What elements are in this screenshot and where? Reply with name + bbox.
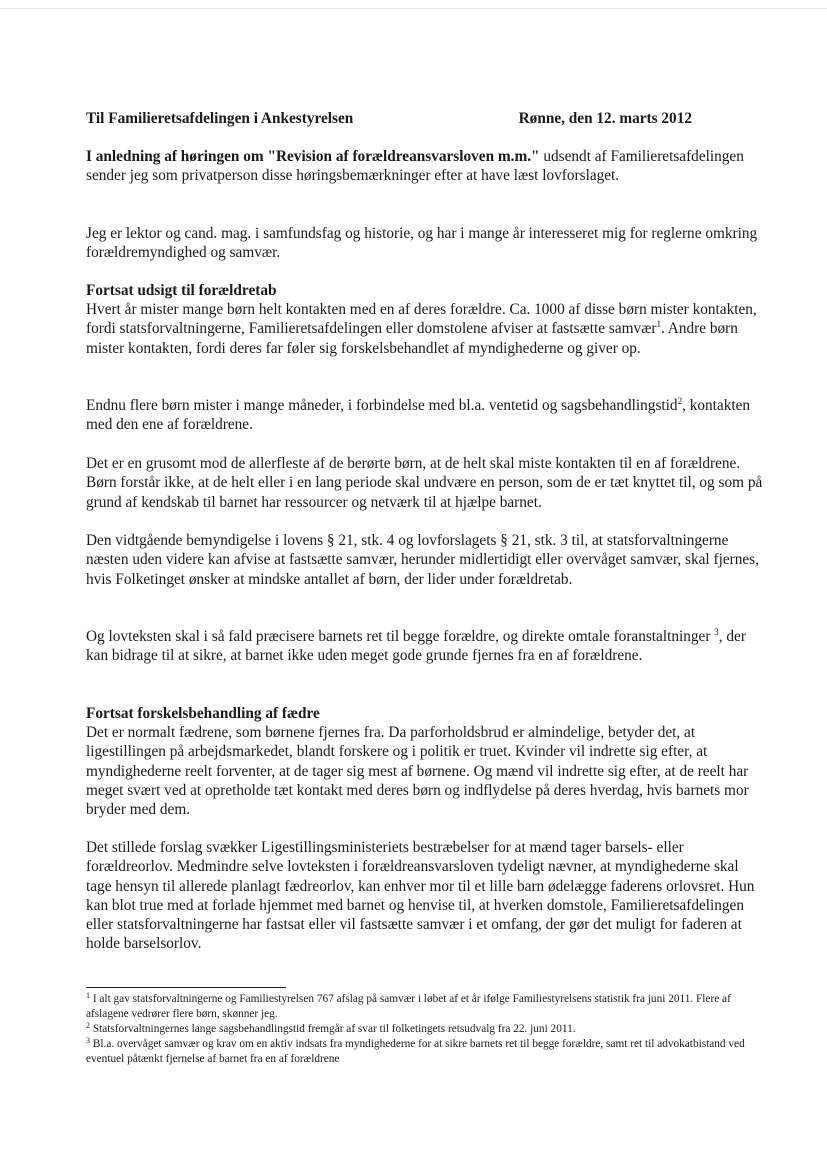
footnote-ref-2: 2 [677,396,683,406]
p1-text-a: Hvert år mister mange børn helt kontakten med en af deres forældre. Ca. 1000 af disse børn mister kontakten, fordi statsforvaltningerne, Familieretsafdelingen eller domstolene afviser at fastsætte samvær [86,301,757,338]
footnote-divider [86,987,286,988]
paragraph-5 [86,627,766,666]
footnote-2 [86,1022,762,1037]
author-paragraph: Jeg er lektor og cand. mag. i samfundsfag og historie, og har i mange år interesseret mig for reglerne omkring forældremyndighed og samvær. [86,225,758,262]
paragraph-6: Det er normalt fædrene, som børnene fjernes fra. Da parforholdsbrud er almindelige, betyder det, at ligestillingen på arbejdsmarkedet, blandt forskere og i politik er truet. Kvinder vil indrette sig efter, at myndighederne reelt forventer, at de tager sig mest af børnene. Og mænd vil indrette sig efter, at de reelt har meget svært ved at opretholde tæt kontakt med deres børn og indflydelse på deres hverdag, hvis barnets mor bryder med dem. [86,724,749,819]
footnote-text: I alt gav statsforvaltningerne og Familiestyrelsen 767 afslag på samvær i løbet af et år ifølge Familiestyrelsens statistik fra juni 2011. Flere af afslagene vedrører flere børn, skønner jeg. [86,993,731,1020]
letter-header [86,109,692,128]
section-heading-2: Fortsat forskelsbehandling af fædre [86,705,320,722]
footnotes [86,992,762,1067]
intro-paragraph [86,147,766,186]
footnote-ref-3: 3 [714,627,719,637]
footnote-number: 3 [86,1036,90,1045]
footnote-text: Bl.a. overvåget samvær og krav om en aktiv indsats fra myndighederne for at sikre barnets ret til begge forældre, samt ret til advokatbistand ved eventuel påtænkt fjernelse af barnet fra en af forældrene [86,1038,745,1065]
recipient: Til Familieretsafdelingen i Ankestyrelsen [86,110,354,127]
p2-text-b: , kontakten med den ene af forældrene. [86,397,751,434]
p1-text-b: . Andre børn mister kontakten, fordi deres far føler sig forskelsbehandlet af myndighederne og giver op. [86,320,738,357]
section-heading-1: Fortsat udsigt til forældretab [86,282,277,299]
footnote-number: 1 [86,991,90,1000]
p2-text-a: Endnu flere børn mister i mange måneder, i forbindelse med bl.a. ventetid og sagsbehandlingstid [86,397,678,414]
p5-text-a: Og lovteksten skal i så fald præcisere barnets ret til begge forældre, og direkte omtale foranstaltninger [86,628,715,645]
place-date: Rønne, den 12. marts 2012 [518,110,692,127]
page-top-edge [0,8,827,9]
paragraph-7: Det stillede forslag svækker Ligestillingsministeriets bestræbelser for at mænd tager barsels- eller forældreorlov. Medmindre selve lovteksten i forældreansvarsloven tydeligt nævner, at myndighederne skal tage hensyn til allerede planlagt fædreorlov, kan enhver mor til et lille barn ødelægge faderens orlovsret. Hun kan blot true med at forlade hjemmet med barnet og henvise til, at hverken domstole, Familieretsafdelingen eller statsforvaltningerne har fastsat eller vil fastsætte samvær i et omfang, der gør det muligt for faderen at holde barselsorlov. [86,839,755,953]
p5-text-b: , der kan bidrage til at sikre, at barnet ikke uden meget gode grunde fjernes fra en af forældrene. [86,628,746,665]
footnote-text: Statsforvaltningernes lange sagsbehandlingstid fremgår af svar til folketingets retsudvalg fra 22. juni 2011. [90,1023,576,1035]
paragraph-4: Den vidtgående bemyndigelse i lovens § 21, stk. 4 og lovforslagets § 21, stk. 3 til, at statsforvaltningerne næsten uden videre kan afvise at fastsætte samvær, herunder midlertidigt eller overvåget samvær, skal fjernes, hvis Folketinget ønsker at mindske antallet af børn, der lider under forældretab. [86,532,759,588]
paragraph-3: Det er en grusomt mod de allerfleste af de berørte børn, at de helt skal miste kontakten til en af forældrene. Børn forstår ikke, at de helt eller i en lang periode skal undvære en person, som de er tæt knyttet til, og som på grund af kendskab til barnet har ressourcer og netværk til at hjælpe barnet. [86,455,763,511]
paragraph-1 [86,300,766,358]
footnote-3 [86,1037,762,1067]
paragraph-2 [86,396,766,435]
footnote-1 [86,992,762,1022]
footnote-number: 2 [86,1021,90,1030]
footnote-ref-1: 1 [656,319,661,330]
intro-rest: udsendt af Familieretsafdelingen sender jeg som privatperson disse høringsbemærkninger efter at have læst lovforslaget. [86,148,744,185]
intro-bold: I anledning af høringen om "Revision af forældreansvarsloven m.m." [86,148,540,165]
